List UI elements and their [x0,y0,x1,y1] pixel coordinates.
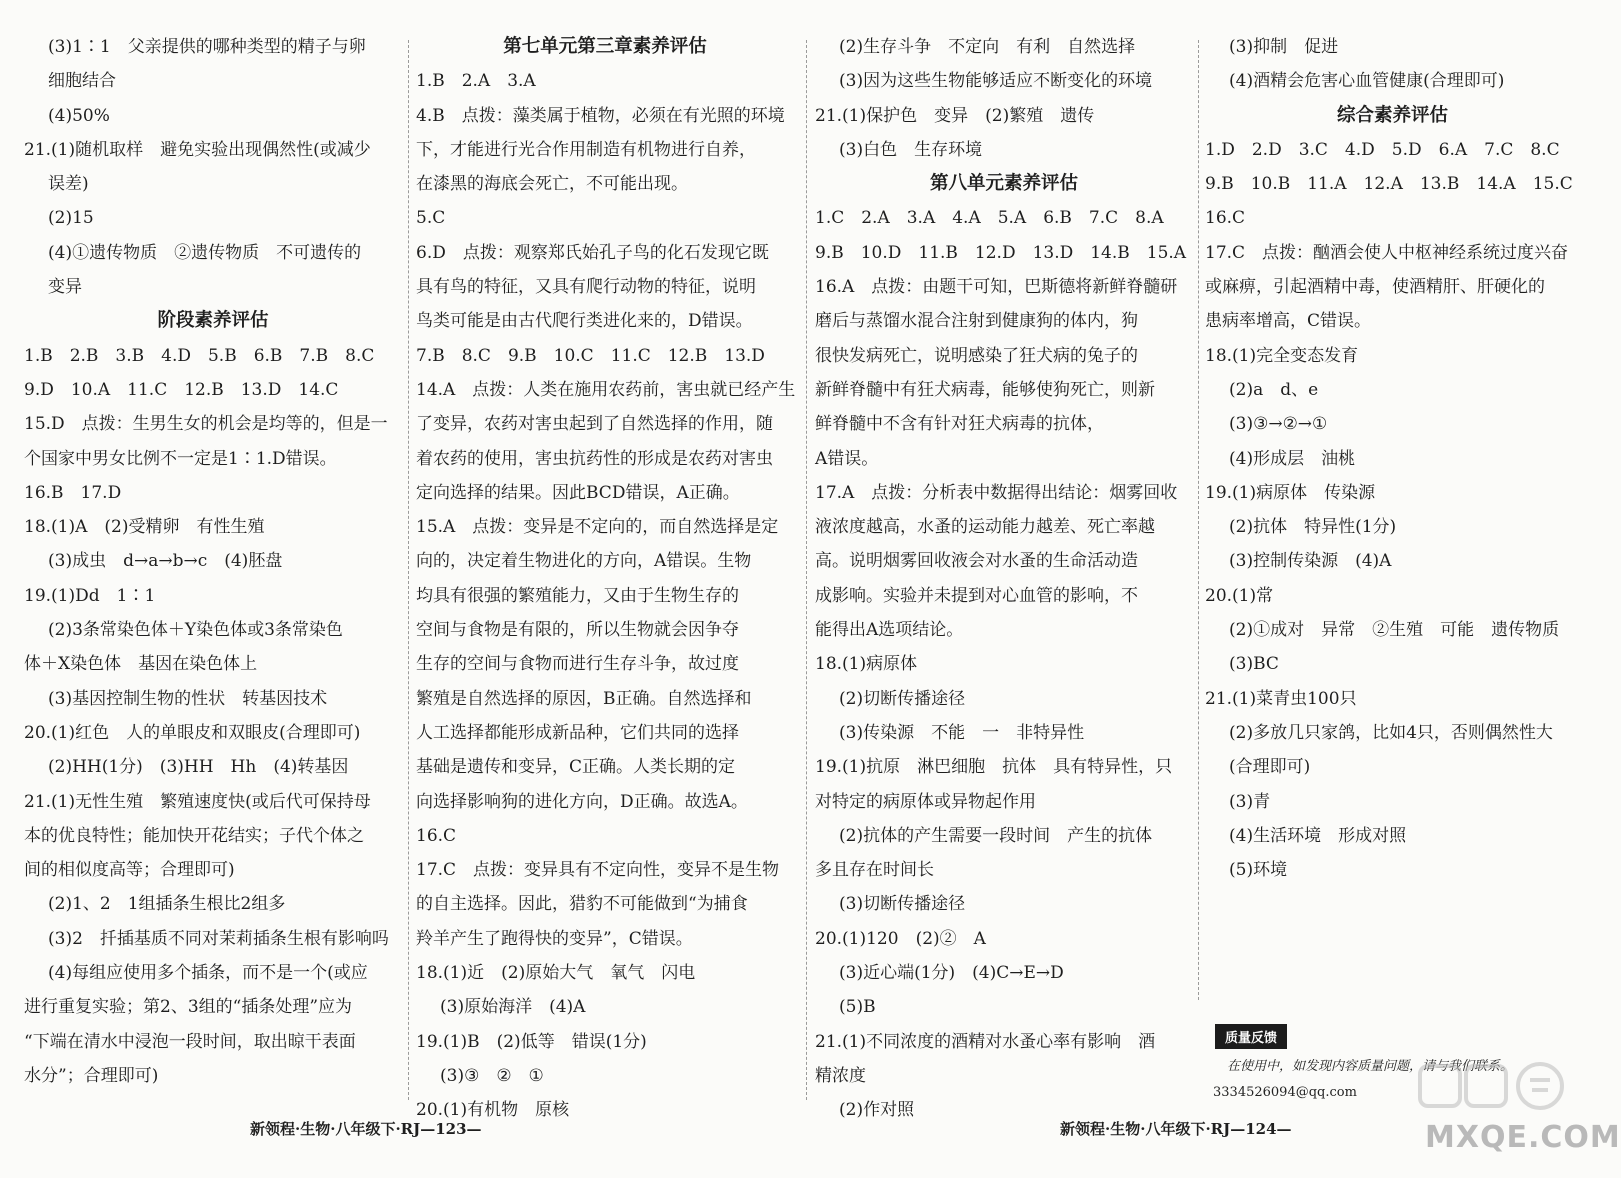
column-divider [408,40,409,1100]
answer-column-2 [416,30,794,1128]
answer-line: (3)抑制 促进 [1229,37,1339,57]
answer-line: 18.(1)病原体 [815,654,918,675]
answer-line: 18.(1)近 (2)原始大气 氧气 闪电 [416,963,696,984]
answer-line: (3)原始海洋 (4)A [440,997,586,1018]
answer-line: 或麻痹，引起酒精中毒，使酒精肝、肝硬化的 [1205,277,1545,298]
answer-line: (3)青 [1229,791,1271,812]
answer-line: 1.B 2.B 3.B 4.D 5.B 6.B 7.B 8.C [24,345,375,366]
answer-line: 液浓度越高，水蚤的运动能力越差、死亡率越 [815,517,1155,538]
section-heading: 阶段素养评估 [157,310,269,332]
answer-line: 18.(1)A (2)受精卵 有性生殖 [24,517,265,538]
answer-line: (4)酒精会危害心血管健康(合理即可) [1229,71,1505,92]
answer-line: 均具有很强的繁殖能力，又由于生物生存的 [416,585,739,606]
answer-line: 在漆黑的海底会死亡，不可能出现。 [416,174,688,195]
answer-line: 20.(1)常 [1205,585,1274,606]
answer-column-3 [815,30,1193,1128]
answer-line: 21.(1)保护色 变异 (2)繁殖 遗传 [815,105,1095,126]
answer-line: 羚羊产生了跑得快的变异”，C错误。 [416,928,693,949]
answer-line: (2)①成对 异常 ②生殖 可能 遗传物质 [1229,620,1560,641]
answer-line: 细胞结合 [48,71,116,92]
answer-column-4 [1205,30,1580,887]
answer-line: 本的优良特性；能加快开花结实；子代个体之 [24,825,364,846]
answer-line: 鲜脊髓中不含有针对狂犬病毒的抗体， [815,414,1104,435]
answer-line: (3)2 扦插基质不同对茉莉插条生根有影响吗 [48,928,389,949]
answer-line: A错误。 [815,448,879,469]
answer-line: 鸟类可能是由古代爬行类进化来的，D错误。 [416,311,753,332]
answer-line: 15.A 点拨：变异是不定向的，而自然选择是定 [416,517,779,538]
answer-line: (4)每组应使用多个插条，而不是一个(或应 [48,963,368,984]
page-footer-right: 新领程·生物·八年级下·RJ—124— [1060,1120,1292,1138]
answer-line: 误差) [48,174,89,195]
answer-line: 4.B 点拨：藻类属于植物，必须在有光照的环境 [416,105,785,126]
answer-line: (3)1∶1 父亲提供的哪种类型的精子与卵 [48,37,366,57]
answer-line: (3)白色 生存环境 [839,139,983,160]
answer-line: 17.A 点拨：分析表中数据得出结论：烟雾回收 [815,482,1178,503]
answer-line: 了变异，农药对害虫起到了自然选择的作用，随 [416,414,773,435]
answer-line: (3)成虫 d→a→b→c (4)胚盘 [48,551,283,572]
answer-line: (2)切断传播途径 [839,688,966,709]
answer-line: (3)切断传播途径 [839,894,966,915]
section-heading: 第八单元素养评估 [929,173,1078,195]
answer-line: 20.(1)红色 人的单眼皮和双眼皮(合理即可) [24,722,361,743]
answer-line: 19.(1)B (2)低等 错误(1分) [416,1031,647,1052]
answer-line: (3)近心端(1分) (4)C→E→D [839,963,1064,984]
answer-line: 16.C [1205,208,1246,229]
answer-line: “下端在清水中浸泡一段时间，取出晾干表面 [24,1031,356,1052]
answer-line: (2)多放几只家鸽，比如4只，否则偶然性大 [1229,722,1553,743]
answer-line: 高。说明烟雾回收液会对水蚤的生命活动造 [815,551,1138,572]
answer-line: 20.(1)120 (2)② A [815,928,986,949]
answer-line: (3)基因控制生物的性状 转基因技术 [48,688,328,709]
answer-line: (4)50% [48,105,110,126]
answer-line: 9.B 10.D 11.B 12.D 13.D 14.B 15.A [815,242,1187,263]
answer-line: 精浓度 [815,1065,866,1086]
answer-line: (5)环境 [1229,860,1288,881]
answer-line: (2)抗体的产生需要一段时间 产生的抗体 [839,825,1153,846]
answer-line: (合理即可) [1229,757,1311,778]
answer-line: (3)BC [1229,654,1279,675]
answer-line: 9.B 10.B 11.A 12.A 13.B 14.A 15.C [1205,174,1573,195]
answer-line: 21.(1)不同浓度的酒精对水蚤心率有影响 酒 [815,1031,1156,1052]
answer-line: (2)HH(1分) (3)HH Hh (4)转基因 [48,757,349,778]
answer-line: 19.(1)抗原 淋巴细胞 抗体 具有特异性，只 [815,757,1173,778]
answer-line: 17.C 点拨：酗酒会使人中枢神经系统过度兴奋 [1205,242,1569,263]
answer-line: 16.B 17.D [24,482,122,503]
answer-line: 9.D 10.A 11.C 12.B 13.D 14.C [24,379,339,400]
answer-line: 6.D 点拨：观察郑氏始孔子鸟的化石发现它既 [416,242,769,263]
answer-line: (2)作对照 [839,1100,915,1121]
answer-line: (3)控制传染源 (4)A [1229,551,1392,572]
feedback-badge: 质量反馈 [1215,1024,1287,1049]
answer-line: 18.(1)完全变态发育 [1205,345,1359,366]
answer-line: 进行重复实验；第2、3组的“插条处理”应为 [24,997,353,1018]
watermark-text: MXQE.COM [1425,1120,1621,1155]
answer-line: 空间与食物是有限的，所以生物就会因争夺 [416,620,739,641]
answer-line: 17.C 点拨：变异具有不定向性，变异不是生物 [416,860,780,881]
answer-line: 能得出A选项结论。 [815,620,964,641]
answer-line: (2)15 [48,208,94,229]
answer-line: 的自主选择。因此，猎豹不可能做到“为捕食 [416,894,748,915]
answer-line: 向的，决定着生物进化的方向，A错误。生物 [416,551,752,572]
answer-line: 19.(1)Dd 1∶1 [24,585,156,606]
answer-line: (2)a d、e [1229,379,1319,400]
answer-line: 成影响。实验并未提到对心血管的影响，不 [815,585,1138,606]
feedback-note: 在使用中，如发现内容质量问题，请与我们联系。 [1227,1059,1514,1074]
answer-line: 向选择影响狗的进化方向，D正确。故选A。 [416,791,748,812]
answer-line: (4)①遗传物质 ②遗传物质 不可遗传的 [48,242,362,263]
answer-line: (5)B [839,997,876,1018]
answer-line: 定向选择的结果。因此BCD错误，A正确。 [416,482,740,503]
answer-line: 1.B 2.A 3.A [416,71,536,92]
answer-line: 下，才能进行光合作用制造有机物进行自养， [416,139,756,160]
answer-line: (2)抗体 特异性(1分) [1229,517,1397,538]
page-footer-left: 新领程·生物·八年级下·RJ—123— [250,1120,482,1138]
answer-line: 个国家中男女比例不一定是1∶1.D错误。 [24,448,337,469]
answer-line: (3)传染源 不能 一 非特异性 [839,722,1085,743]
answer-line: (3)③→②→① [1229,414,1328,435]
answer-line: 体＋X染色体 基因在染色体上 [24,654,258,675]
answer-line: 着农药的使用，害虫抗药性的形成是农药对害虫 [416,448,773,469]
answer-line: 21.(1)随机取样 避免实验出现偶然性(或减少 [24,139,371,160]
answer-line: (3)因为这些生物能够适应不断变化的环境 [839,71,1153,92]
answer-line: 新鲜脊髓中有狂犬病毒，能够使狗死亡，则新 [815,379,1155,400]
answer-line: (2)1、2 1组插条生根比2组多 [48,894,286,915]
answer-line: 20.(1)有机物 原核 [416,1100,570,1121]
feedback-email: 3334526094@qq.com [1213,1085,1357,1100]
answer-line: 对特定的病原体或异物起作用 [815,791,1036,812]
answer-line: 14.A 点拨：人类在施用农药前，害虫就已经产生 [416,379,796,400]
answer-line: (2)3条常染色体＋Y染色体或3条常染色 [48,620,343,641]
answer-line: 19.(1)病原体 传染源 [1205,482,1376,503]
section-heading: 综合素养评估 [1336,104,1448,126]
column-divider [806,40,807,1100]
answer-line: 具有鸟的特征，又具有爬行动物的特征，说明 [416,277,756,298]
answer-line: 人工选择都能形成新品种，它们共同的选择 [416,722,739,743]
answer-line: 间的相似度高等；合理即可) [24,860,235,881]
answer-line: 磨后与蒸馏水混合注射到健康狗的体内，狗 [815,311,1138,332]
answer-line: (2)生存斗争 不定向 有利 自然选择 [839,37,1136,57]
answer-line: 水分”；合理即可) [24,1065,159,1086]
answer-line: 1.C 2.A 3.A 4.A 5.A 6.B 7.C 8.A [815,208,1164,229]
answer-line: 很快发病死亡，说明感染了狂犬病的兔子的 [815,345,1138,366]
section-heading: 第七单元第三章素养评估 [503,36,707,57]
answer-line: 基础是遗传和变异，C正确。人类长期的定 [416,757,736,778]
column-divider [1198,40,1199,1000]
answer-line: 变异 [48,277,82,298]
answer-line: 1.D 2.D 3.C 4.D 5.D 6.A 7.C 8.C [1205,139,1560,160]
answer-line: (3)③ ② ① [440,1065,544,1086]
answer-line: 患病率增高，C错误。 [1205,311,1372,332]
answer-line: 5.C [416,208,446,229]
answer-line: 多且存在时间长 [815,860,934,881]
answer-line: 21.(1)无性生殖 繁殖速度快(或后代可保持母 [24,791,371,812]
answer-column-1 [24,30,402,1093]
answer-line: 繁殖是自然选择的原因，B正确。自然选择和 [416,688,752,709]
answer-line: 16.A 点拨：由题干可知，巴斯德将新鲜脊髓研 [815,277,1178,298]
answer-line: 21.(1)菜青虫100只 [1205,688,1357,709]
answer-line: 7.B 8.C 9.B 10.C 11.C 12.B 13.D [416,345,765,366]
answer-line: (4)生活环境 形成对照 [1229,825,1407,846]
answer-line: 15.D 点拨：生男生女的机会是均等的，但是一 [24,414,388,435]
answer-line: 生存的空间与食物而进行生存斗争，故过度 [416,654,739,675]
answer-line: 16.C [416,825,457,846]
answer-line: (4)形成层 油桃 [1229,448,1356,469]
